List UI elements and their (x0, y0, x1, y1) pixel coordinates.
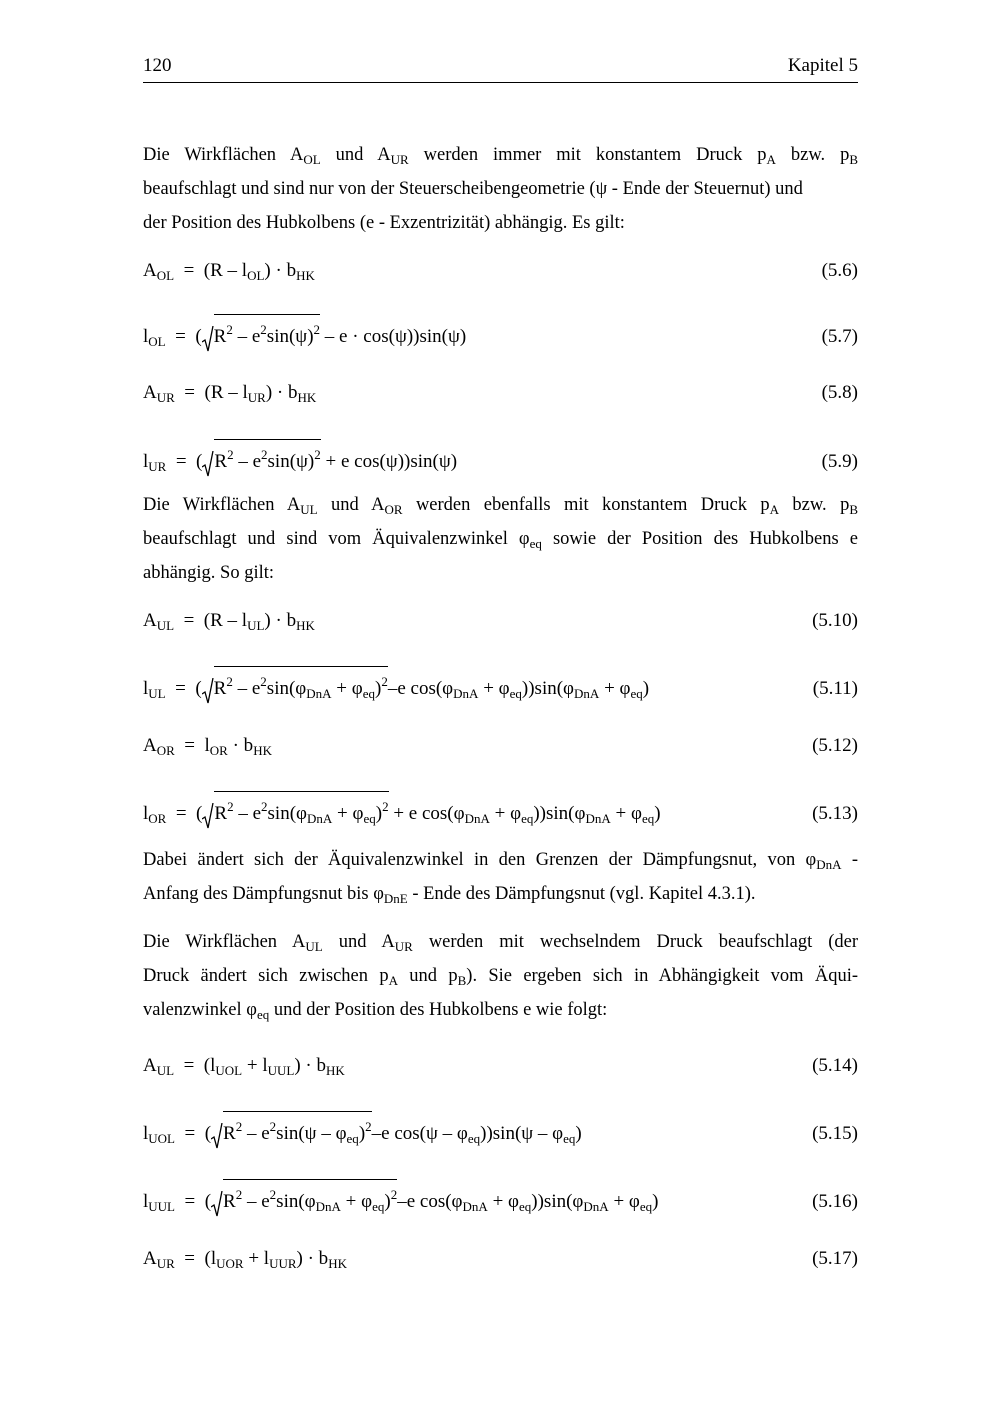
equation-number: (5.16) (812, 1191, 858, 1212)
equation-5-7 (143, 320, 858, 354)
equation-formula: $l_{OL}$ = ( $R^2 - e^2\sin(\psi)^2 - e \cdot \cos(\psi))\sin(\psi)$ (143, 320, 466, 354)
equation-5-17 (143, 1242, 858, 1276)
paragraph-line: valenzwinkel $\varphi_{eq}$ und der Position des Hubkolbens e wie folgt: (143, 1000, 608, 1022)
equation-formula: $A_{OL} = (R - l_{OL}) \cdot b_{HK}$ (143, 260, 315, 283)
equation-5-11 (143, 672, 858, 706)
equation-formula: $l_{UOL}$ = ( $R^2 - e^2\sin(\psi - \varphi_{eq})^2-e$ $\cos(\psi - \varphi_{eq}))\sin(\psi - \varphi_{eq})$ (143, 1117, 582, 1151)
equation-5-15 (143, 1117, 858, 1151)
header-rule (143, 82, 858, 83)
equation-5-6 (143, 254, 858, 288)
equation-formula: $l_{OR}$ = ( $R^2 - e^2\sin(\varphi_{DnA} + \varphi_{eq})^2 + e$ $\cos(\varphi_{DnA} + \varphi_{eq}))\sin(\varphi_{DnA} + \varphi_{eq})$ (143, 797, 661, 831)
equation-formula: $A_{UL} = (l_{UOL} + l_{UUL}) \cdot b_{HK}$ (143, 1055, 345, 1078)
equation-number: (5.7) (821, 326, 858, 347)
equation-5-14 (143, 1049, 858, 1083)
equation-formula: $A_{UL} = (R - l_{UL}) \cdot b_{HK}$ (143, 610, 315, 633)
equation-formula: $l_{UUL}$ = ( $R^2 - e^2\sin(\varphi_{DnA} + \varphi_{eq})^2-e$ $\cos(\varphi_{DnA} + \varphi_{eq}))\sin(\varphi_{DnA} + \varphi_{eq})$ (143, 1185, 658, 1219)
equation-5-12 (143, 729, 858, 763)
page-number: 120 (143, 55, 172, 76)
equation-number: (5.8) (821, 382, 858, 403)
equation-number: (5.6) (821, 260, 858, 281)
paragraph-line: Die Wirkflächen $A_{UL}$ und $A_{UR}$ werden mit wechselndem Druck beaufschlagt (der (143, 932, 859, 954)
equation-formula: $A_{OR} = l_{OR} \cdot b_{HK}$ (143, 735, 272, 758)
equation-5-9 (143, 445, 858, 479)
paragraph-line: Die Wirkflächen $A_{OL}$ und $A_{UR}$ werden immer mit konstantem Druck $p_A$ bzw. $p_B$ (143, 145, 858, 167)
equation-number: (5.14) (812, 1055, 858, 1076)
paragraph-1 (143, 138, 858, 240)
paragraph-line: beaufschlagt und sind vom Äquivalenzwinkel $\varphi_{eq}$ sowie der Position des Hubkolbens e (143, 529, 858, 551)
equation-number: (5.10) (812, 610, 858, 631)
page-header (143, 55, 858, 77)
paragraph-line: Anfang des Dämpfungsnut bis $\varphi_{DnE}$ - Ende des Dämpfungsnut (vgl. Kapitel 4.3.1). (143, 884, 756, 906)
paragraph-3 (143, 843, 858, 911)
paragraph-line: Dabei ändert sich der Äquivalenzwinkel in den Grenzen der Dämpfungsnut, von $\varphi_{DnA}$ - (143, 850, 858, 872)
equation-formula: $A_{UR} = (R - l_{UR}) \cdot b_{HK}$ (143, 382, 317, 405)
paragraph-line: Die Wirkflächen $A_{UL}$ und $A_{OR}$ werden ebenfalls mit konstantem Druck $p_A$ bzw. $p_B$ (143, 495, 859, 517)
equation-number: (5.9) (821, 451, 858, 472)
equation-5-8 (143, 376, 858, 410)
paragraph-line: abhängig. So gilt: (143, 563, 275, 583)
paragraph-4 (143, 925, 858, 1027)
equation-number: (5.15) (812, 1123, 858, 1144)
paragraph-line: Druck ändert sich zwischen $p_A$ und $p_B$). Sie ergeben sich in Abhängigkeit vom Äqui- (143, 966, 859, 988)
equation-5-10 (143, 604, 858, 638)
paragraph-line: beaufschlagt und sind nur von der Steuerscheibengeometrie (ψ - Ende der Steuernut) und (143, 179, 803, 199)
paragraph-line: der Position des Hubkolbens (e - Exzentrizität) abhängig. Es gilt: (143, 213, 625, 233)
equation-formula: $l_{UL}$ = ( $R^2 - e^2\sin(\varphi_{DnA} + \varphi_{eq})^2-e$ $\cos(\varphi_{DnA} + \varphi_{eq}))\sin(\varphi_{DnA} + \varphi_{eq})$ (143, 672, 649, 706)
equation-formula: $l_{UR}$ = ( $R^2 - e^2\sin(\psi)^2 + e$ cos(ψ))sin(ψ) (143, 445, 457, 479)
equation-number: (5.12) (812, 735, 858, 756)
equation-5-13 (143, 797, 858, 831)
chapter-title: Kapitel 5 (787, 55, 858, 76)
equation-number: (5.11) (812, 678, 858, 699)
equation-formula: $A_{UR} = (l_{UOR} + l_{UUR}) \cdot b_{HK}$ (143, 1248, 347, 1271)
equation-5-16 (143, 1185, 858, 1219)
paragraph-2 (143, 488, 858, 590)
equation-number: (5.13) (812, 803, 858, 824)
equation-number: (5.17) (812, 1248, 858, 1269)
